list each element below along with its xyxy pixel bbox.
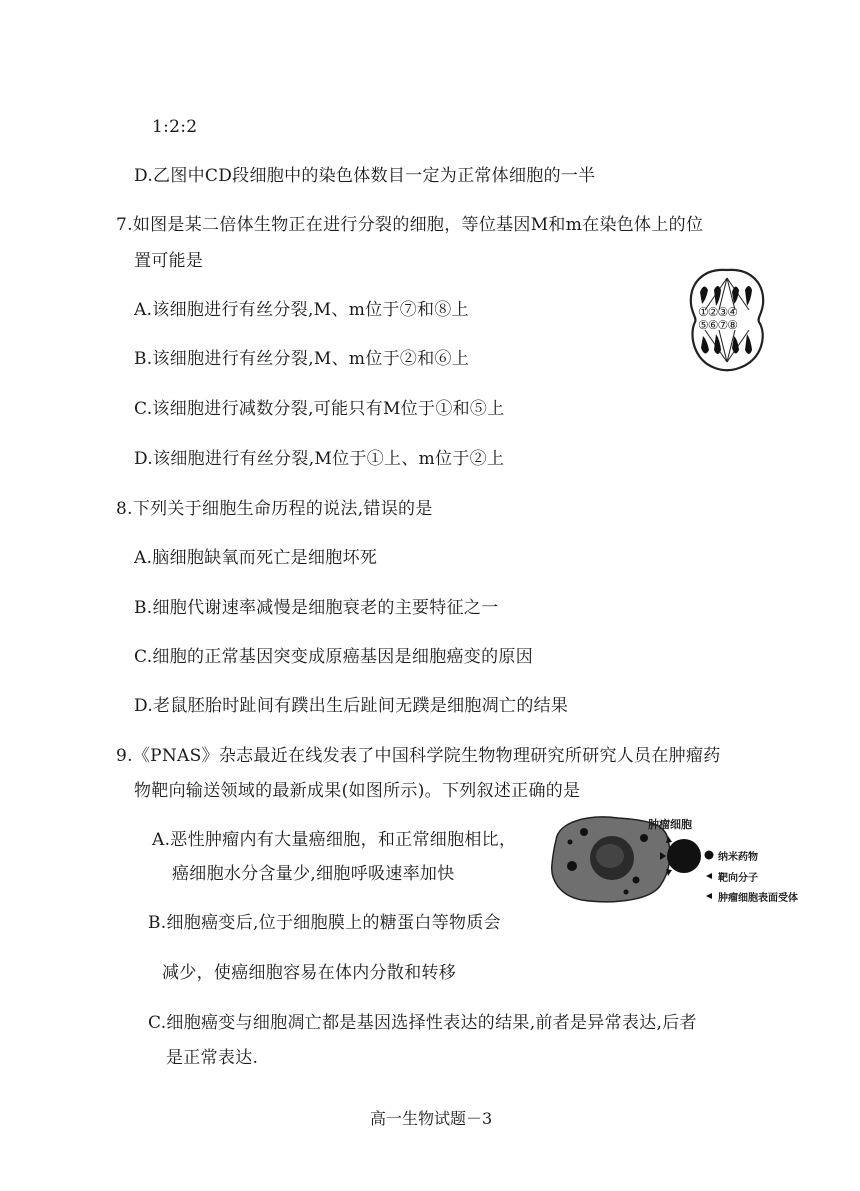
question-8-option-b: B.细胞代谢速率减慢是细胞衰老的主要特征之一 bbox=[134, 598, 499, 618]
question-9-stem-cont: 物靶向输送领域的最新成果(如图所示)。下列叙述正确的是 bbox=[134, 781, 581, 801]
question-9-option-a-cont: 癌细胞水分含量少,细胞呼吸速率加快 bbox=[172, 864, 455, 884]
question-8-option-d: D.老鼠胚胎时趾间有蹼出生后趾间无蹼是细胞凋亡的结果 bbox=[134, 696, 569, 716]
legend-tumor-receptor: 肿瘤细胞表面受体 bbox=[718, 893, 798, 904]
legend-nano-drug: 纳米药物 bbox=[718, 852, 758, 863]
tumor-targeting-figure bbox=[548, 810, 810, 910]
question-8-option-a: A.脑细胞缺氧而死亡是细胞坏死 bbox=[134, 548, 378, 568]
dividing-cell-figure bbox=[683, 264, 771, 376]
question-9-option-b: B.细胞癌变后,位于细胞膜上的糖蛋白等物质会 bbox=[148, 913, 501, 933]
question-7-stem-cont: 置可能是 bbox=[134, 251, 204, 271]
question-9-option-c-cont: 是正常表达. bbox=[166, 1048, 259, 1068]
question-8-stem: 8.下列关于细胞生命历程的说法,错误的是 bbox=[116, 499, 433, 519]
question-9-option-b-cont: 减少，使癌细胞容易在体内分散和转移 bbox=[162, 963, 457, 983]
chromosome-labels-bottom: ⑤⑥⑦⑧ bbox=[698, 318, 738, 332]
legend-targeting-molecule: 靶向分子 bbox=[718, 873, 758, 884]
question-7-option-b: B.该细胞进行有丝分裂,M、m位于②和⑥上 bbox=[134, 349, 470, 369]
question-9-stem: 9.《PNAS》杂志最近在线发表了中国科学院生物物理研究所研究人员在肿瘤药 bbox=[116, 746, 721, 766]
page-footer: 高一生物试题－3 bbox=[370, 1109, 493, 1128]
question-7-option-c: C.该细胞进行减数分裂,可能只有M位于①和⑤上 bbox=[134, 399, 505, 419]
question-7-option-d: D.该细胞进行有丝分裂,M位于①上、m位于②上 bbox=[134, 449, 505, 469]
chromosome-labels-top: ①②③④ bbox=[698, 305, 738, 319]
text-line-option-6d: D.乙图中CD段细胞中的染色体数目一定为正常体细胞的一半 bbox=[134, 166, 596, 186]
text-line-ratio: 1:2:2 bbox=[152, 117, 198, 137]
question-8-option-c: C.细胞的正常基因突变成原癌基因是细胞癌变的原因 bbox=[134, 647, 534, 667]
question-9-option-a: A.恶性肿瘤内有大量癌细胞，和正常细胞相比， bbox=[152, 830, 517, 850]
figure-title: 肿瘤细胞 bbox=[648, 818, 692, 831]
question-7-option-a: A.该细胞进行有丝分裂,M、m位于⑦和⑧上 bbox=[134, 300, 469, 320]
question-9-option-c: C.细胞癌变与细胞凋亡都是基因选择性表达的结果,前者是异常表达,后者 bbox=[148, 1013, 697, 1033]
question-7-stem: 7.如图是某二倍体生物正在进行分裂的细胞，等位基因M和m在染色体上的位 bbox=[116, 215, 704, 235]
